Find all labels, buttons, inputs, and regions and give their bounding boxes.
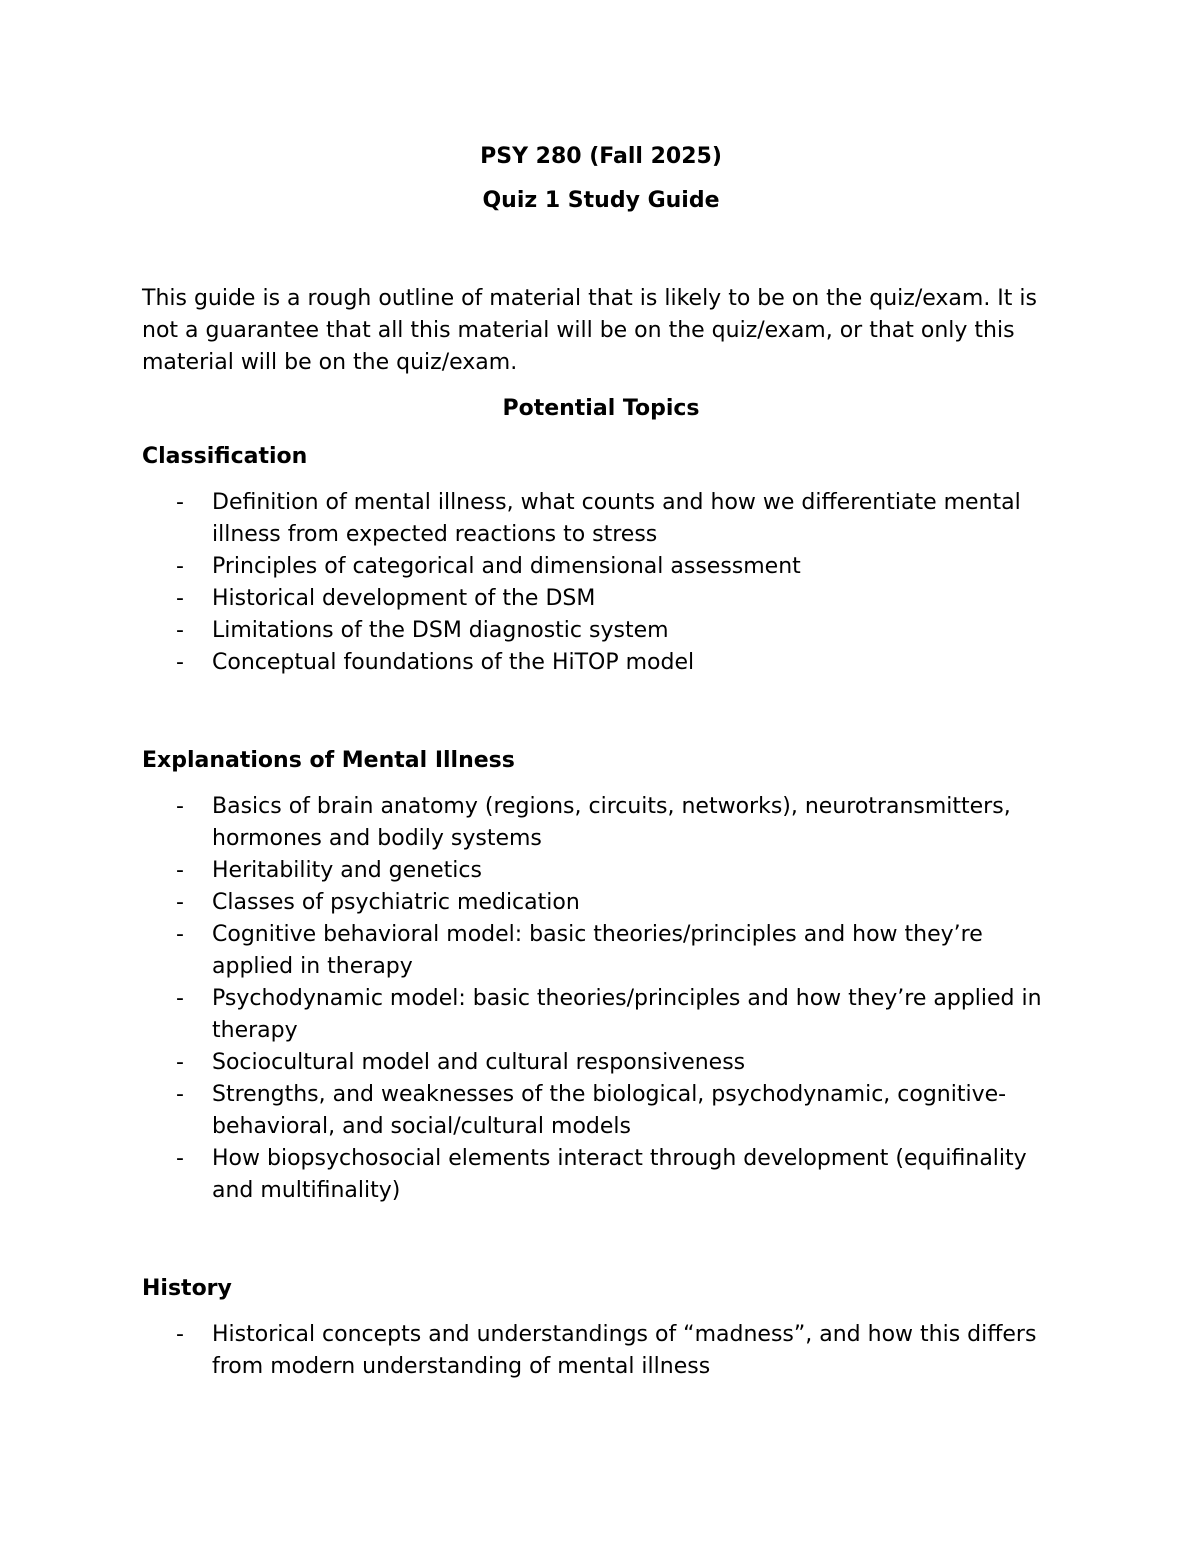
list-item bbox=[142, 1047, 1060, 1079]
bullet-dash: - bbox=[176, 794, 184, 819]
list-item bbox=[142, 551, 1060, 583]
history-list bbox=[142, 1319, 1060, 1383]
bullet-dash: - bbox=[176, 986, 184, 1011]
bullet-dash: - bbox=[176, 554, 184, 579]
list-item bbox=[142, 887, 1060, 919]
list-item-text: Classes of psychiatric medication bbox=[212, 890, 580, 915]
explanations-list bbox=[142, 791, 1060, 1207]
classification-list bbox=[142, 487, 1060, 679]
list-item-text: Principles of categorical and dimensional assessment bbox=[212, 554, 801, 579]
section-heading-history: History bbox=[142, 1276, 232, 1301]
list-item bbox=[142, 919, 1060, 983]
intro-paragraph: This guide is a rough outline of material that is likely to be on the quiz/exam. It is not a guarantee that all this material will be on the quiz/exam, or that only this material will be on the quiz/exam. bbox=[142, 286, 1037, 375]
section-heading-explanations: Explanations of Mental Illness bbox=[142, 748, 515, 773]
list-item bbox=[142, 583, 1060, 615]
list-item bbox=[142, 615, 1060, 647]
bullet-dash: - bbox=[176, 586, 184, 611]
list-item bbox=[142, 791, 1060, 855]
bullet-dash: - bbox=[176, 1050, 184, 1075]
list-item bbox=[142, 983, 1060, 1047]
bullet-dash: - bbox=[176, 922, 184, 947]
list-item-text: Definition of mental illness, what counts and how we differentiate mental illness from expected reactions to stress bbox=[212, 490, 1021, 547]
list-item bbox=[142, 1143, 1060, 1207]
list-item bbox=[142, 1079, 1060, 1143]
list-item-text: Strengths, and weaknesses of the biological, psychodynamic, cognitive-behavioral, and social/cultural models bbox=[212, 1082, 1007, 1139]
bullet-dash: - bbox=[176, 1322, 184, 1347]
bullet-dash: - bbox=[176, 1082, 184, 1107]
list-item-text: Sociocultural model and cultural responsiveness bbox=[212, 1050, 746, 1075]
list-item bbox=[142, 1319, 1060, 1383]
bullet-dash: - bbox=[176, 1146, 184, 1171]
list-item-text: Heritability and genetics bbox=[212, 858, 482, 883]
bullet-dash: - bbox=[176, 490, 184, 515]
list-item-text: Cognitive behavioral model: basic theories/principles and how they’re applied in therapy bbox=[212, 922, 983, 979]
list-item-text: How biopsychosocial elements interact through development (equifinality and multifinality) bbox=[212, 1146, 1027, 1203]
course-title: PSY 280 (Fall 2025) bbox=[480, 144, 722, 169]
list-item-text: Historical concepts and understandings of “madness”, and how this differs from modern understanding of mental illness bbox=[212, 1322, 1037, 1379]
list-item bbox=[142, 647, 1060, 679]
list-item-text: Limitations of the DSM diagnostic system bbox=[212, 618, 669, 643]
bullet-dash: - bbox=[176, 618, 184, 643]
list-item-text: Conceptual foundations of the HiTOP model bbox=[212, 650, 695, 675]
bullet-dash: - bbox=[176, 890, 184, 915]
section-heading-classification: Classification bbox=[142, 444, 308, 469]
bullet-dash: - bbox=[176, 858, 184, 883]
list-item bbox=[142, 487, 1060, 551]
document-content bbox=[142, 141, 1060, 1383]
list-item bbox=[142, 855, 1060, 887]
list-item-text: Historical development of the DSM bbox=[212, 586, 596, 611]
list-item-text: Basics of brain anatomy (regions, circuits, networks), neurotransmitters, hormones and bodily systems bbox=[212, 794, 1011, 851]
bullet-dash: - bbox=[176, 650, 184, 675]
list-item-text: Psychodynamic model: basic theories/principles and how they’re applied in therapy bbox=[212, 986, 1042, 1043]
document-title: Quiz 1 Study Guide bbox=[482, 188, 720, 213]
potential-topics-heading: Potential Topics bbox=[502, 396, 700, 421]
